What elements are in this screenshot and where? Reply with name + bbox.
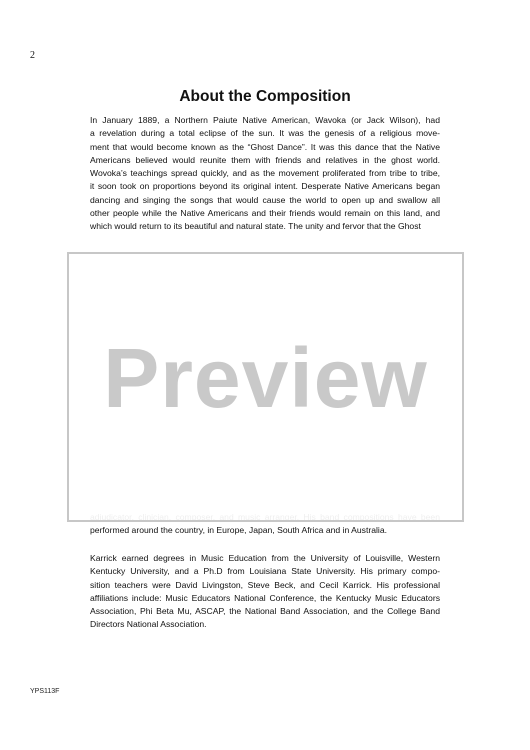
text-line: Karrick earned degrees in Music Education from the University of Louisville, Western — [90, 553, 440, 563]
text-line: other people while the Native Americans and their friends would remain on this land, and — [90, 208, 440, 219]
text-line: Americans believed would reunite them with friends and relatives in the ghost world. — [90, 154, 440, 165]
text-line: which would return to its beautiful and natural state. The unity and fervor that the Ghost — [90, 221, 421, 232]
text-line: it soon took on proportions beyond its original intent. Desperate Native Americans began — [90, 181, 440, 192]
text-line: Kentucky University, and a Ph.D from Louisiana State University. His primary compo- — [90, 566, 440, 577]
page-number: 2 — [30, 50, 35, 61]
text-line: performed around the country, in Europe, Japan, South Africa and in Australia. — [90, 525, 387, 536]
text-line: Wovoka’s teachings spread quickly, and as the movement proliferated from tribe to tribe, — [90, 168, 440, 179]
page-title: About the Composition — [179, 88, 351, 105]
text-line: Directors National Association. — [90, 619, 207, 630]
education-paragraph — [90, 552, 440, 632]
preview-watermark: Preview — [103, 331, 428, 425]
footer-code: YPS113F — [30, 688, 60, 695]
text-line: affiliations include: Music Educators National Conference, the Kentucky Music Educators — [90, 592, 440, 603]
text-line: sition teachers were David Livingston, Steve Beck, and Cecil Karrick. His professional — [90, 579, 440, 590]
text-line: In January 1889, a Northern Paiute Native American, Wavoka (or Jack Wilson), had — [90, 115, 440, 125]
preview-overlay — [67, 252, 464, 522]
text-line: a revelation during a total eclipse of the sun. It was the genesis of a religious move- — [90, 128, 440, 139]
text-line: dancing and singing the songs that would cause the world to open up and swallow all — [90, 194, 440, 205]
text-line: ment that would become known as the “Ghost Dance”. It was this dance that the Native — [90, 141, 440, 152]
composition-paragraph — [90, 114, 440, 234]
text-line: Association, Phi Beta Mu, ASCAP, the National Band Association, and the College Band — [90, 606, 440, 617]
